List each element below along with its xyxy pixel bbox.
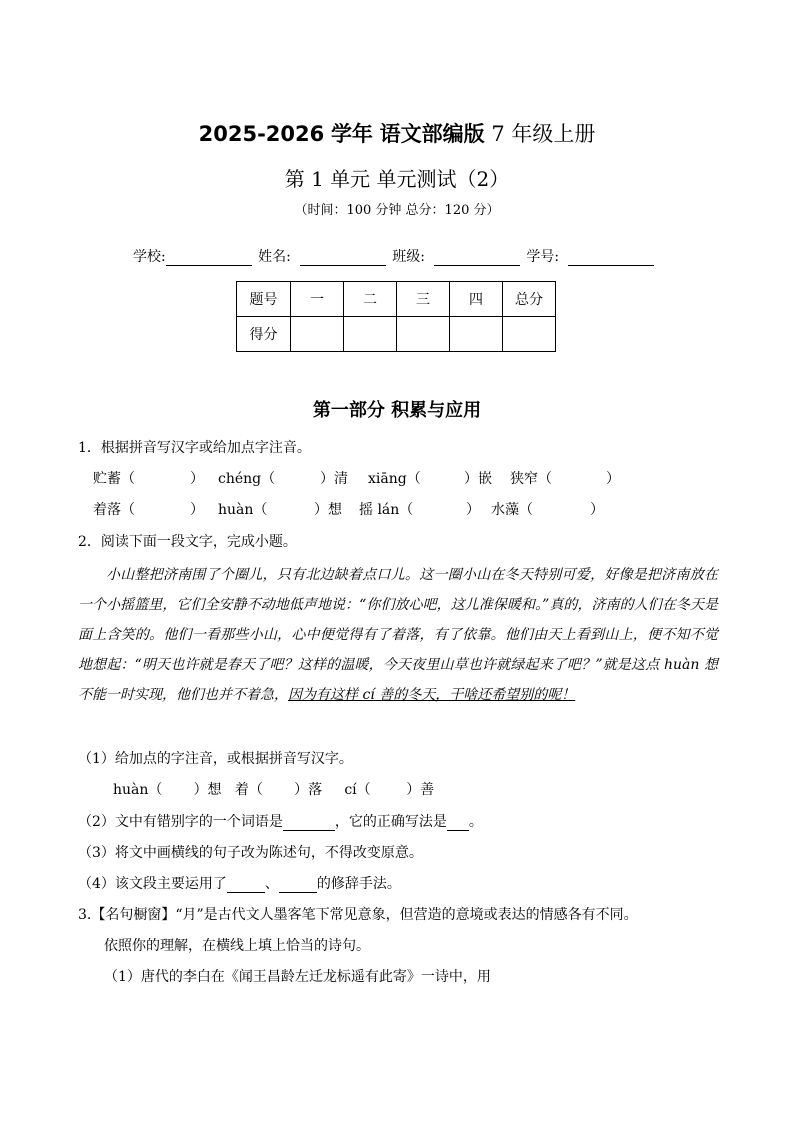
title-grade: 7 年级上册 (491, 122, 596, 146)
score-cell[interactable] (450, 317, 503, 352)
part-title: 第一部分 积累与应用 (312, 400, 482, 421)
school-field[interactable] (166, 249, 252, 266)
q1-item: ） (190, 471, 204, 487)
score-table-score-row (237, 317, 556, 352)
q2-sub4-text: 的修辞手法。 (316, 876, 401, 892)
q1-item: 贮蓄（ (93, 471, 135, 487)
score-header-cell: 总分 (503, 282, 556, 317)
q1-item: ）清 (320, 471, 348, 487)
q2-sub1-items (113, 779, 434, 799)
q2-sub3: （3）将文中画横线的句子改为陈述句，不得改变原意。 (78, 845, 423, 861)
q2-item: huàn（ (113, 782, 163, 798)
student-info (133, 246, 656, 266)
q2-item: ）落 (294, 782, 323, 798)
q2-item: ）想 (193, 782, 222, 798)
score-cell[interactable] (344, 317, 397, 352)
exam-title (0, 118, 794, 148)
q2-sub1: （1）给加点的字注音，或根据拼音写汉字。 (78, 751, 353, 767)
name-label: 姓名: (258, 249, 291, 265)
q1-stem: 1．根据拼音写汉字或给加点字注音。 (78, 440, 311, 456)
answer-blank[interactable] (447, 816, 469, 831)
time-info: （时间：100 分钟 总分：120 分） (294, 203, 500, 218)
q1-item: 着落（ (93, 502, 135, 518)
q2-item: ）善 (406, 782, 435, 798)
q1-item: huàn（ (218, 502, 268, 518)
title-series: 语文部编版 (379, 122, 485, 146)
passage-underlined-sentence: 因为有这样 cí 善的冬天，干啥还希望别的呢！ (288, 687, 576, 703)
passage-text: 小山整把济南围了个圈儿，只有北边缺着点口儿。这一圈小山在冬天特别可爱，好像是把济南放在一个小摇篮里，它们全安静不动地低声地说：“你们放心吧，这儿准保暖和。”真的，济南的人们在冬天是面上含笑的。他们一看那些小山，心中便觉得有了着落，有了依靠。他们由天上看到山上，便不知不觉地想起：“明天也许就是春天了吧？这样的温暖，今天夜里山草也许就绿起来了吧？”就是这点 huàn 想不能一时实现，他们也并不着急， (78, 567, 718, 703)
q1-item: xiāng（ (368, 471, 421, 487)
reading-passage (78, 560, 718, 710)
score-table (236, 281, 556, 352)
q3-sub1: （1）唐代的李白在《闻王昌龄左迁龙标遥有此寄》一诗中，用 (104, 969, 491, 985)
score-header-cell: 三 (397, 282, 450, 317)
score-row-label: 得分 (237, 317, 291, 352)
q1-item: 摇 lán（ (359, 502, 414, 518)
answer-blank[interactable] (279, 878, 317, 893)
q2-stem: 2．阅读下面一段文字，完成小题。 (78, 534, 297, 550)
q1-item: ） (606, 471, 620, 487)
score-header-cell: 二 (344, 282, 397, 317)
q2-sub4 (78, 873, 401, 893)
score-header-cell: 四 (450, 282, 503, 317)
q1-item: ） (590, 502, 604, 518)
score-cell[interactable] (503, 317, 556, 352)
answer-blank[interactable] (227, 878, 265, 893)
q2-sub2-text: ，它的正确写法是 (334, 814, 447, 830)
score-cell[interactable] (397, 317, 450, 352)
q2-sub2-text: 。 (468, 814, 483, 830)
q1-item: chéng（ (218, 471, 276, 487)
name-field[interactable] (300, 249, 386, 266)
q3-stem: 3.【名句橱窗】“月”是古代文人墨客笔下常见意象，但营造的意境或表达的情感各有不同。 (78, 907, 638, 923)
q1-item: ） (466, 502, 480, 518)
q1-item: ）嵌 (464, 471, 492, 487)
q2-sub4-text: 、 (264, 876, 279, 892)
q1-item: ）想 (314, 502, 342, 518)
score-header-cell: 题号 (237, 282, 291, 317)
q2-sub2 (78, 811, 483, 831)
score-table-header-row (237, 282, 556, 317)
q2-item: cí（ (344, 782, 371, 798)
title-year: 2025-2026 (198, 122, 325, 146)
score-cell[interactable] (291, 317, 344, 352)
title-year-suffix: 学年 (330, 122, 373, 146)
q2-sub4-text: （4）该文段主要运用了 (78, 876, 227, 892)
score-header-cell: 一 (291, 282, 344, 317)
school-label: 学校: (133, 249, 166, 265)
q2-item: 着（ (234, 782, 263, 798)
id-field[interactable] (568, 249, 654, 266)
q1-item: 水藻（ (491, 502, 533, 518)
id-label: 学号: (526, 249, 560, 265)
answer-blank[interactable] (283, 816, 335, 831)
unit-title: 第 1 单元 单元测试（2） (284, 167, 510, 191)
q1-item: 狭窄（ (510, 471, 552, 487)
class-field[interactable] (434, 249, 520, 266)
q1-item: ） (190, 502, 204, 518)
q2-sub2-text: （2）文中有错别字的一个词语是 (78, 814, 283, 830)
class-label: 班级: (392, 249, 425, 265)
q3-stem-line2: 依照你的理解，在横线上填上恰当的诗句。 (104, 938, 370, 954)
